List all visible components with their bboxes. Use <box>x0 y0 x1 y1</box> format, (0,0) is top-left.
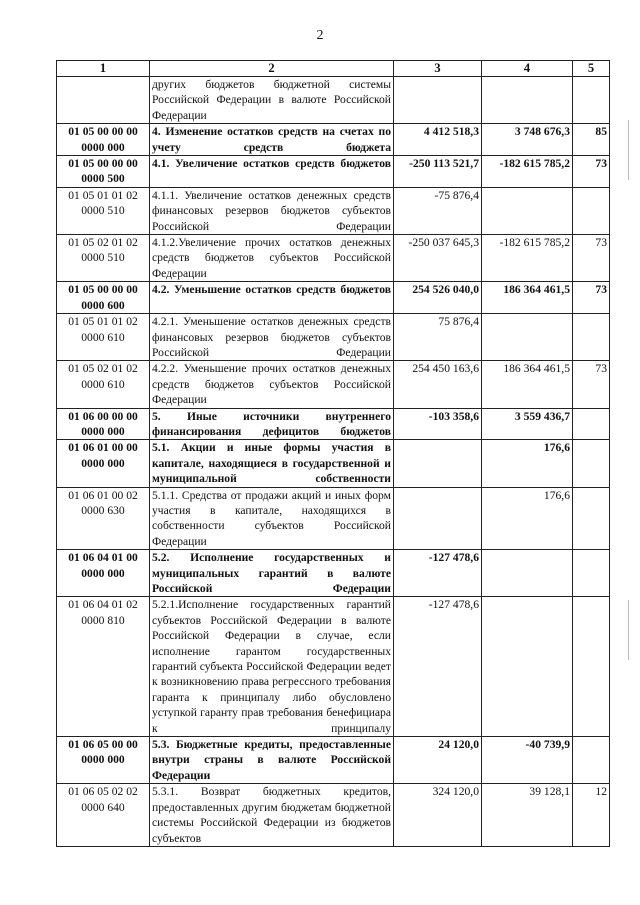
row-code: 01 06 00 00 00 0000 000 <box>57 408 150 440</box>
row-value-plan: 254 450 163,6 <box>394 361 482 408</box>
table-header-row <box>57 61 610 77</box>
row-value-actual: 39 128,1 <box>482 784 573 847</box>
row-percent <box>573 487 610 550</box>
table-row <box>57 737 610 784</box>
row-name: 5.2.1.Исполнение государственных гарантий субъектов Российской Федерации в валюте Российской Федерации в случае, если исполнение гарантом государственных гарантий субъекта Российской Федерации ведет к возникновению права регрессного требования гаранта к принципалу либо обусловлено уступкой гаранту прав требования бенефициара к принципалу <box>150 597 394 737</box>
budget-sources-table <box>56 60 610 847</box>
table-row <box>57 550 610 597</box>
row-code: 01 06 04 01 00 0000 000 <box>57 550 150 597</box>
row-value-actual <box>482 597 573 737</box>
table-row <box>57 487 610 550</box>
row-value-plan <box>394 440 482 487</box>
row-percent: 73 <box>573 156 610 188</box>
row-value-plan: -250 037 645,3 <box>394 235 482 282</box>
row-name: других бюджетов бюджетной системы Российской Федерации в валюте Российской Федерации <box>150 77 394 124</box>
row-code: 01 05 00 00 00 0000 600 <box>57 282 150 314</box>
row-value-actual: 186 364 461,5 <box>482 282 573 314</box>
row-name: 4.1. Увеличение остатков средств бюджетов <box>150 156 394 188</box>
row-value-actual <box>482 550 573 597</box>
row-name: 4.1.2.Увеличение прочих остатков денежных средств бюджетов субъектов Российской Федерации <box>150 235 394 282</box>
table-row <box>57 597 610 737</box>
row-percent: 73 <box>573 282 610 314</box>
row-name: 4.2.1. Уменьшение остатков денежных средств финансовых резервов бюджетов субъектов Российской Федерации <box>150 314 394 361</box>
row-code: 01 05 01 01 02 0000 610 <box>57 314 150 361</box>
table-row <box>57 282 610 314</box>
row-value-actual: 176,6 <box>482 487 573 550</box>
row-value-plan: 254 526 040,0 <box>394 282 482 314</box>
row-value-plan: -75 876,4 <box>394 187 482 234</box>
row-value-plan: 75 876,4 <box>394 314 482 361</box>
row-value-actual <box>482 187 573 234</box>
column-header-plan: 3 <box>394 61 482 77</box>
row-percent <box>573 314 610 361</box>
row-percent: 73 <box>573 361 610 408</box>
row-value-actual: -182 615 785,2 <box>482 156 573 188</box>
table-row <box>57 408 610 440</box>
row-value-plan: -127 478,6 <box>394 550 482 597</box>
row-value-actual: -182 615 785,2 <box>482 235 573 282</box>
row-value-plan: 324 120,0 <box>394 784 482 847</box>
row-percent <box>573 187 610 234</box>
row-code: 01 05 00 00 00 0000 500 <box>57 156 150 188</box>
row-percent: 12 <box>573 784 610 847</box>
row-code <box>57 77 150 124</box>
row-percent <box>573 550 610 597</box>
row-percent: 85 <box>573 124 610 156</box>
table-row <box>57 124 610 156</box>
row-name: 5.3. Бюджетные кредиты, предоставленные внутри страны в валюте Российской Федерации <box>150 737 394 784</box>
row-value-actual <box>482 77 573 124</box>
row-value-actual: 3 748 676,3 <box>482 124 573 156</box>
row-percent: 73 <box>573 235 610 282</box>
row-code: 01 05 00 00 00 0000 000 <box>57 124 150 156</box>
row-value-actual: 3 559 436,7 <box>482 408 573 440</box>
row-name: 4.2.2. Уменьшение прочих остатков денежных средств бюджетов субъектов Российской Федерации <box>150 361 394 408</box>
page-number: 2 <box>316 28 324 43</box>
row-percent <box>573 737 610 784</box>
row-code: 01 06 01 00 02 0000 630 <box>57 487 150 550</box>
column-header-code: 1 <box>57 61 150 77</box>
row-code: 01 06 05 00 00 0000 000 <box>57 737 150 784</box>
row-value-plan: -103 358,6 <box>394 408 482 440</box>
row-value-actual: 186 364 461,5 <box>482 361 573 408</box>
column-header-name: 2 <box>150 61 394 77</box>
row-name: 5. Иные источники внутреннего финансирования дефицитов бюджетов <box>150 408 394 440</box>
row-name: 5.1. Акции и иные формы участия в капитале, находящиеся в государственной и муниципальной собственности <box>150 440 394 487</box>
row-value-actual: 176,6 <box>482 440 573 487</box>
row-name: 4.1.1. Увеличение остатков денежных средств финансовых резервов бюджетов субъектов Российской Федерации <box>150 187 394 234</box>
row-value-actual <box>482 314 573 361</box>
row-value-actual: -40 739,9 <box>482 737 573 784</box>
row-value-plan: 24 120,0 <box>394 737 482 784</box>
row-code: 01 05 02 01 02 0000 510 <box>57 235 150 282</box>
row-value-plan <box>394 487 482 550</box>
row-code: 01 06 04 01 02 0000 810 <box>57 597 150 737</box>
scan-margin-mark <box>628 120 629 180</box>
row-name: 5.2. Исполнение государственных и муниципальных гарантий в валюте Российской Федерации <box>150 550 394 597</box>
table-row <box>57 784 610 847</box>
row-name: 4.2. Уменьшение остатков средств бюджетов <box>150 282 394 314</box>
column-header-actual: 4 <box>482 61 573 77</box>
row-code: 01 05 01 01 02 0000 510 <box>57 187 150 234</box>
row-value-plan <box>394 77 482 124</box>
table-row <box>57 314 610 361</box>
scan-margin-mark <box>628 600 629 660</box>
row-code: 01 06 05 02 02 0000 640 <box>57 784 150 847</box>
column-header-percent: 5 <box>573 61 610 77</box>
table-row <box>57 77 610 124</box>
table-row <box>57 156 610 188</box>
row-percent <box>573 440 610 487</box>
table-row <box>57 361 610 408</box>
row-name: 4. Изменение остатков средств на счетах по учету средств бюджета <box>150 124 394 156</box>
row-value-plan: -127 478,6 <box>394 597 482 737</box>
table-row <box>57 235 610 282</box>
row-code: 01 06 01 00 00 0000 000 <box>57 440 150 487</box>
row-percent <box>573 77 610 124</box>
row-name: 5.1.1. Средства от продажи акций и иных форм участия в капитале, находящихся в собственности субъектов Российской Федерации <box>150 487 394 550</box>
row-value-plan: 4 412 518,3 <box>394 124 482 156</box>
row-percent <box>573 408 610 440</box>
row-code: 01 05 02 01 02 0000 610 <box>57 361 150 408</box>
table-row <box>57 440 610 487</box>
row-percent <box>573 597 610 737</box>
row-name: 5.3.1. Возврат бюджетных кредитов, предоставленных другим бюджетам бюджетной системы Российской Федерации из бюджетов субъектов <box>150 784 394 847</box>
row-value-plan: -250 113 521,7 <box>394 156 482 188</box>
table-row <box>57 187 610 234</box>
